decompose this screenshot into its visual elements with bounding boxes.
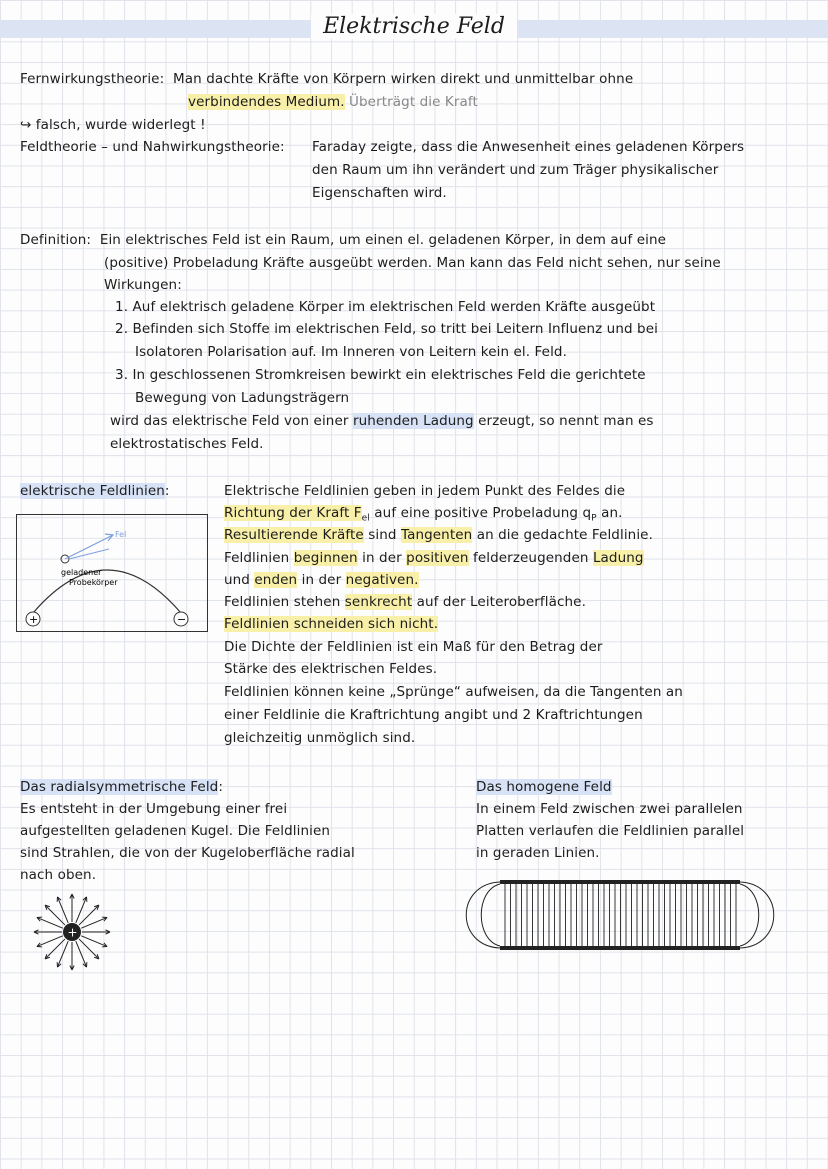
radial-l3: sind Strahlen, die von der Kugeloberfläche radial: [20, 845, 355, 861]
homogen-l3: in geraden Linien.: [476, 845, 600, 861]
fernwirkung-medium: verbindendes Medium. Überträgt die Kraft: [188, 94, 478, 110]
fernwirkung-text: Man dachte Kräfte von Körpern wirken direkt und unmittelbar ohne: [173, 71, 634, 87]
definition-line1: Definition: Ein elektrisches Feld ist ein Raum, um einen el. geladenen Körper, in dem auf eine: [20, 232, 667, 248]
definition-static-line1: wird das elektrische Feld von einer ruhenden Ladung erzeugt, so nennt man es: [110, 413, 654, 429]
edge-curve-left-outer: [466, 882, 500, 948]
feldlinien-l9: Stärke des elektrischen Feldes.: [224, 661, 438, 677]
feldlinien-l3: Resultierende Kräfte sind Tangenten an die gedachte Feldlinie.: [224, 527, 653, 543]
fernwirkung-note: ↪ falsch, wurde widerlegt !: [20, 117, 206, 133]
definition-line3: Wirkungen:: [104, 277, 182, 293]
feldlinien-l7: Feldlinien schneiden sich nicht.: [224, 616, 439, 632]
radial-l1: Es entsteht in der Umgebung einer frei: [20, 801, 288, 817]
homogeneous-field-diagram: [455, 872, 785, 958]
feldlinien-l2: Richtung der Kraft $F_{el}$ auf eine positive Probeladung $q_P$ an.: [224, 505, 623, 524]
definition-item-2b: Isolatoren Polarisation auf. Im Inneren von Leitern kein el. Feld.: [135, 344, 567, 360]
homogeneous-field-lines: [505, 884, 736, 946]
probe-label-1: geladener: [61, 568, 102, 577]
definition-line2: (positive) Probeladung Kräfte ausgeübt werden. Man kann das Feld nicht sehen, nur seine: [104, 255, 721, 271]
probe-label-2: Probekörper: [69, 578, 118, 587]
definition-static-line2: elektrostatisches Feld.: [110, 436, 264, 452]
feldlinien-l1: Elektrische Feldlinien geben in jedem Punkt des Feldes die: [224, 483, 626, 499]
fernwirkung-term: Fernwirkungstheorie: [20, 71, 160, 87]
force-label: Fel: [115, 530, 127, 539]
field-line-diagram: [16, 514, 208, 632]
minus-sign: −: [177, 613, 187, 626]
edge-curve-right-outer: [740, 882, 774, 948]
homogen-l1: In einem Feld zwischen zwei parallelen: [476, 801, 743, 817]
feldtheorie-term: Feldtheorie – und Nahwirkungstheorie:: [20, 139, 285, 155]
feldtheorie-line3: Eigenschaften wird.: [312, 185, 447, 201]
radial-l2: aufgestellten geladenen Kugel. Die Feldlinien: [20, 823, 331, 839]
bottom-plate: [500, 946, 740, 950]
definition-term: Definition: [20, 232, 87, 248]
plus-sign: +: [29, 613, 39, 626]
feldlinien-l5: und enden in der negativen.: [224, 572, 419, 588]
edge-curve-left-inner: [481, 884, 500, 946]
feldlinien-l11: einer Feldlinie die Kraftrichtung angibt und 2 Kraftrichtungen: [224, 707, 643, 723]
radial-heading: Das radialsymmetrische Feld:: [20, 779, 224, 795]
feldlinien-l8: Die Dichte der Feldlinien ist ein Maß für den Betrag der: [224, 639, 603, 655]
feldlinien-l10: Feldlinien können keine „Sprünge“ aufweisen, da die Tangenten an: [224, 684, 683, 700]
homogen-l2: Platten verlaufen die Feldlinien parallel: [476, 823, 745, 839]
definition-item-3: 3. In geschlossenen Stromkreisen bewirkt ein elektrisches Feld die gerichtete: [115, 367, 646, 383]
radial-charge-sign: +: [67, 925, 78, 940]
field-line-arc: [33, 570, 181, 613]
force-vector-arrow: [65, 535, 113, 559]
feldlinien-term: elektrische Feldlinien:: [20, 483, 170, 499]
radial-l4: nach oben.: [20, 867, 97, 883]
fernwirkung-line: Fernwirkungstheorie: Man dachte Kräfte von Körpern wirken direkt und unmittelbar ohne: [20, 71, 634, 87]
homogen-heading: Das homogene Feld: [476, 779, 612, 795]
edge-curve-right-inner: [740, 884, 759, 946]
feldlinien-l12: gleichzeitig unmöglich sind.: [224, 730, 416, 746]
definition-item-1: 1. Auf elektrisch geladene Körper im elektrischen Feld werden Kräfte ausgeübt: [115, 299, 656, 315]
feldlinien-l4: Feldlinien beginnen in der positiven felderzeugenden Ladung: [224, 550, 644, 566]
field-line-diagram-svg: [17, 515, 207, 631]
feldlinien-l6: Feldlinien stehen senkrecht auf der Leiteroberfläche.: [224, 594, 586, 610]
feldtheorie-line2: den Raum um ihn verändert und zum Träger physikalischer: [312, 162, 719, 178]
radial-field-diagram: [30, 890, 114, 974]
feldtheorie-line1: Faraday zeigte, dass die Anwesenheit eines geladenen Körpers: [312, 139, 745, 155]
top-plate: [500, 880, 740, 884]
page-title: Elektrische Feld: [0, 10, 828, 44]
definition-item-3b: Bewegung von Ladungsträgern: [135, 390, 350, 406]
definition-item-2: 2. Befinden sich Stoffe im elektrischen Feld, so tritt bei Leitern Influenz und bei: [115, 321, 658, 337]
